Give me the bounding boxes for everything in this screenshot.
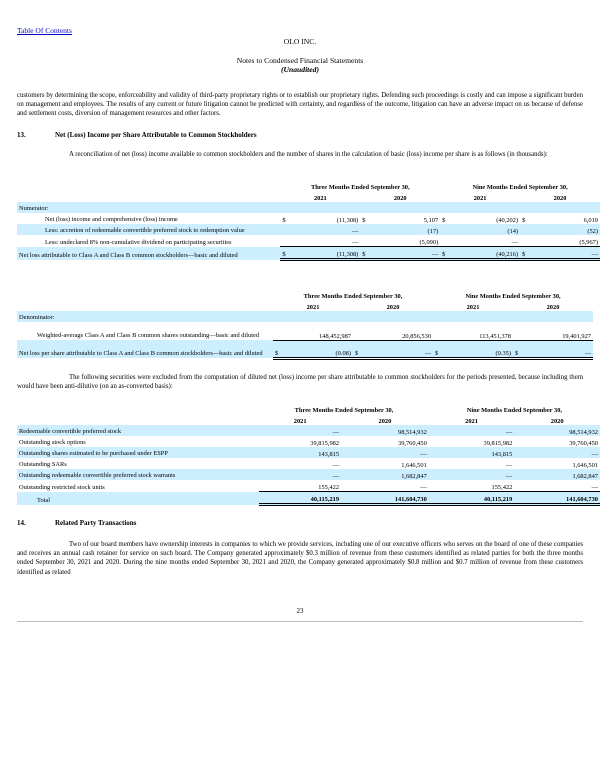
section-14-paragraph: Two of our board members have ownership interests in companies to which we provide services, including one of our executive officers who serves on the board of one of these companies and receives an annual cash retainer for service on such board. The Company generated approximately $0.3 million of revenue from these customers identified as related parties for both the three months ended September 30, 2021 and 2020. During the nine months ended September 30, 2021 and 2020, the Company generated approximately $0.8 million and $0.7 million of revenue from these customers identified as related: [17, 541, 583, 576]
section-13-paragraph: A reconciliation of net (loss) income available to common stockholders and the number of shares in the calculation of basic (loss) income per share is as follows (in thousands):: [69, 151, 548, 158]
cell-value: 1,646,501: [401, 462, 427, 469]
cell-value: 143,815: [429, 447, 515, 458]
three-months-header: Three Months Ended September 30,: [310, 184, 410, 191]
dollar-sign: $: [360, 247, 374, 260]
cell-value: 148,452,987: [287, 322, 353, 340]
table-row: [17, 469, 600, 480]
cell-value: —: [259, 425, 341, 436]
row-label: Total: [17, 492, 259, 505]
dollar-sign: $: [273, 340, 287, 358]
table-row: [17, 202, 600, 213]
table-row: [17, 447, 600, 458]
cell-value: —: [429, 469, 515, 480]
dollar-sign: $: [353, 340, 367, 358]
year-header: 2021: [466, 304, 480, 311]
table-row: [17, 480, 600, 492]
year-header: 2020: [378, 418, 392, 425]
table-row: [17, 458, 600, 469]
cell-value: —: [514, 480, 600, 492]
cell-value: 40,115,219: [259, 492, 341, 505]
antidilutive-paragraph: The following securities were excluded from the computation of diluted net (loss) income per share attributable to common stockholders for the periods presented, because including them would have been anti-dilutive (on an as-converted basis):: [17, 374, 583, 391]
cell-value: —: [527, 340, 593, 358]
three-months-header: Three Months Ended September 30,: [294, 407, 394, 414]
cell-value: 98,514,932: [341, 425, 429, 436]
table-row: [17, 247, 600, 260]
nine-months-header: Nine Months Ended September 30,: [472, 184, 568, 191]
year-header: 2021: [306, 304, 320, 311]
cell-value: 113,451,378: [447, 322, 513, 340]
row-label: Net loss attributable to Class A and Class B common stockholders—basic and diluted: [17, 247, 280, 260]
cell-value: 39,760,450: [569, 440, 598, 447]
table-of-contents-link[interactable]: Table Of Contents: [17, 26, 72, 35]
cell-value: —: [534, 247, 600, 260]
cell-value: (11,308): [294, 247, 360, 260]
cell-value: 1,682,847: [341, 469, 429, 480]
section-label: Numerator:: [17, 202, 280, 213]
cell-value: —: [341, 480, 429, 492]
year-header: 2020: [386, 304, 400, 311]
table-row: [17, 436, 600, 447]
cell-value: —: [367, 340, 433, 358]
table-row: [17, 213, 600, 224]
row-label: Outstanding redeemable convertible preferred stock warrants: [17, 469, 259, 480]
cell-value: 5,107: [423, 217, 439, 224]
cell-value: (11,308): [336, 217, 359, 224]
dollar-sign: $: [440, 247, 454, 260]
nine-months-header: Nine Months Ended September 30,: [465, 293, 561, 300]
cell-value: 20,856,530: [367, 322, 433, 340]
dollar-sign: $: [282, 217, 286, 224]
cell-value: 141,604,730: [514, 492, 600, 505]
dollar-sign: $: [522, 217, 526, 224]
cell-value: 1,646,501: [572, 462, 598, 469]
row-label: Outstanding restricted stock units: [19, 483, 105, 491]
cell-value: (0.35): [447, 340, 513, 358]
cell-value: —: [294, 235, 360, 247]
cell-value: 19,401,927: [527, 322, 593, 340]
page-subtitle: (Unaudited): [281, 65, 319, 74]
cell-value: (14): [454, 224, 520, 235]
section-title: Net (Loss) Income per Share Attributable to Common Stockholders: [55, 131, 257, 139]
cell-value: —: [294, 224, 360, 235]
dollar-sign: $: [520, 247, 534, 260]
table-row: [17, 224, 600, 235]
row-label: Less: accretion of redeemable convertible preferred stock to redemption value: [17, 224, 280, 235]
cell-value: —: [514, 447, 600, 458]
year-header: 2020: [546, 304, 560, 311]
cell-value: 39,760,450: [398, 440, 427, 447]
table-row: [17, 322, 593, 340]
row-label: Outstanding shares estimated to be purchased under ESPP: [17, 447, 259, 458]
cell-value: (52): [534, 224, 600, 235]
page-divider: [17, 621, 583, 622]
denominator-table: [17, 289, 593, 360]
year-header: 2020: [553, 195, 567, 202]
row-label: Less: undeclared 8% non-cumulative dividend on participating securities: [45, 238, 232, 246]
three-months-header: Three Months Ended September 30,: [303, 293, 403, 300]
intro-paragraph: customers by determining the scope, enforceability and validity of third-party proprietary rights or to establish our proprietary rights. Defending such proceedings is costly and can impose a significant burden on management and employees. The results of any current or future litigation cannot be predicted with certainty, and regardless of the outcome, litigation can have an adverse impact on us because of defense and settlement costs, diversion of management resources and other factors.: [17, 92, 583, 118]
cell-value: (40,216): [454, 247, 520, 260]
year-header: 2021: [465, 418, 478, 425]
cell-value: 141,604,730: [341, 492, 429, 505]
cell-value: —: [341, 447, 429, 458]
cell-value: —: [332, 462, 340, 469]
antidilutive-securities-table: [17, 403, 600, 506]
row-label: Net loss per share attributable to Class A and Class B common stockholders—basic and diluted: [17, 340, 273, 358]
section-number: 13.: [17, 131, 26, 139]
cell-value: (5,967): [534, 235, 600, 247]
numerator-table: [17, 180, 600, 261]
cell-value: —: [505, 462, 513, 469]
company-name: OLO INC.: [283, 37, 317, 46]
row-label: Net (loss) income and comprehensive (loss) income: [45, 216, 178, 223]
section-number: 14.: [17, 519, 26, 527]
cell-value: (0.08): [287, 340, 353, 358]
row-label: Outstanding stock options: [19, 439, 86, 446]
dollar-sign: $: [433, 340, 447, 358]
cell-value: (17): [374, 224, 440, 235]
dollar-sign: $: [362, 217, 366, 224]
year-header: 2020: [550, 418, 564, 425]
cell-value: 1,682,847: [514, 469, 600, 480]
section-title: Related Party Transactions: [55, 519, 137, 527]
dollar-sign: $: [280, 247, 294, 260]
cell-value: —: [374, 247, 440, 260]
table-row: [17, 311, 593, 322]
table-row: [17, 425, 600, 436]
row-label: Redeemable convertible preferred stock: [17, 425, 259, 436]
cell-value: 155,422: [259, 480, 341, 492]
section-label: Denominator:: [17, 311, 273, 322]
row-label: Weighted-average Class A and Class B common shares outstanding—basic and diluted: [37, 332, 260, 339]
cell-value: (5,090): [374, 235, 440, 247]
cell-value: 155,422: [429, 480, 515, 492]
page-number: 23: [296, 607, 304, 615]
cell-value: (40,202): [496, 217, 519, 224]
cell-value: —: [429, 425, 515, 436]
section-13-heading: [17, 131, 257, 139]
table-row: [17, 340, 593, 358]
cell-value: 143,815: [259, 447, 341, 458]
year-header: 2021: [293, 418, 307, 425]
cell-value: 6,019: [583, 217, 598, 224]
dollar-sign: $: [513, 340, 527, 358]
nine-months-header: Nine Months Ended September 30,: [466, 407, 562, 414]
table-row-total: [17, 492, 600, 505]
page-title: Notes to Condensed Financial Statements: [236, 56, 364, 65]
year-header: 2021: [313, 195, 327, 202]
section-14-heading: [17, 519, 136, 527]
cell-value: 39,815,982: [310, 440, 340, 447]
row-label: Outstanding SARs: [19, 461, 67, 468]
year-header: 2020: [393, 195, 407, 202]
cell-value: 39,815,982: [483, 440, 513, 447]
year-header: 2021: [473, 195, 487, 202]
cell-value: —: [454, 235, 520, 247]
dollar-sign: $: [442, 217, 446, 224]
cell-value: 98,514,932: [514, 425, 600, 436]
table-row: [17, 235, 600, 247]
cell-value: —: [259, 469, 341, 480]
cell-value: 40,115,219: [429, 492, 515, 505]
